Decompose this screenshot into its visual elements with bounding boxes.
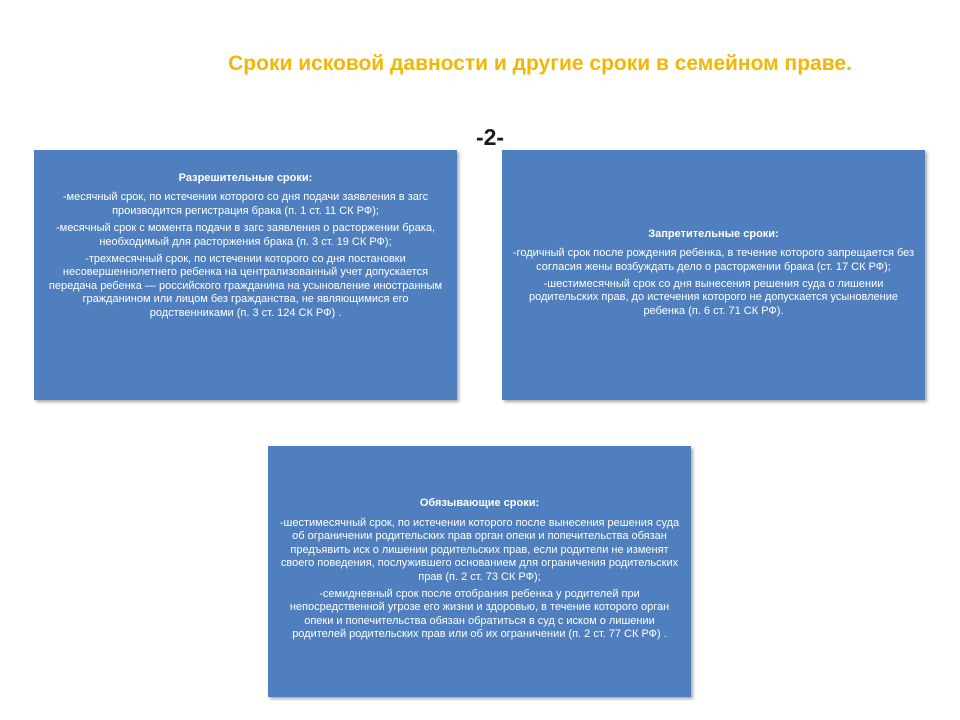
permissive-term-item: -месячный срок с момента подачи в загс заявления о расторжении брака, необходимый для расторжения брака (п. 3 ст. 19 СК РФ); [55, 222, 436, 248]
permissive-terms-box [34, 150, 457, 400]
obligatory-term-item: -семидневный срок после отобрания ребенка у родителей при непосредственной угрозе его жизни и здоровью, в течение которого орган опеки и попечительства обязан обратиться в суд с иском о лишении родителей родительских прав или об их ограничении (п. 2 ст. 77 СК РФ) . [289, 587, 670, 641]
obligatory-term-item: -шестимесячный срок, по истечении которого после вынесения решения суда об ограничении родительских прав орган опеки и попечительства обязан предъявить иск о лишении родительских прав, если родители не изменят своего поведения, послужившего основанием для ограничения родительских прав (п. 2 ст. 73 СК РФ); [279, 516, 680, 583]
permissive-term-item: -месячный срок, по истечении которого со дня подачи заявления в загс производится регистрация брака (п. 1 ст. 11 СК РФ); [62, 191, 429, 217]
obligatory-terms-heading: Обязывающие сроки: [419, 497, 540, 510]
prohibitive-term-item: -шестимесячный срок со дня вынесения решения суда о лишении родительских прав, до истечения которого не допускается усыновление ребенка (п. 6 ст. 71 СК РФ). [529, 278, 898, 317]
permissive-terms-heading: Разрешительные сроки: [178, 172, 313, 184]
prohibitive-terms-box [502, 150, 925, 400]
prohibitive-term-item: -годичный срок после рождения ребенка, в течение которого запрещается без согласия жены возбуждать дело о расторжении брака (ст. 17 СК РФ); [512, 247, 915, 273]
obligatory-terms-box [268, 446, 691, 697]
slide-number: -2- [475, 124, 505, 150]
permissive-term-item: -трехмесячный срок, по истечении которого со дня постановки несовершеннолетнего ребенка на централизованный учет допускается передача ребенка — российского гражданина на усыновление иностранным гражданином или лицом без гражданства, не являющимися его родственниками (п. 3 ст. 124 СК РФ) . [48, 253, 443, 319]
prohibitive-terms-heading: Запретительные сроки: [648, 227, 779, 240]
slide-title: Сроки исковой давности и другие сроки в семейном праве. [228, 52, 852, 75]
